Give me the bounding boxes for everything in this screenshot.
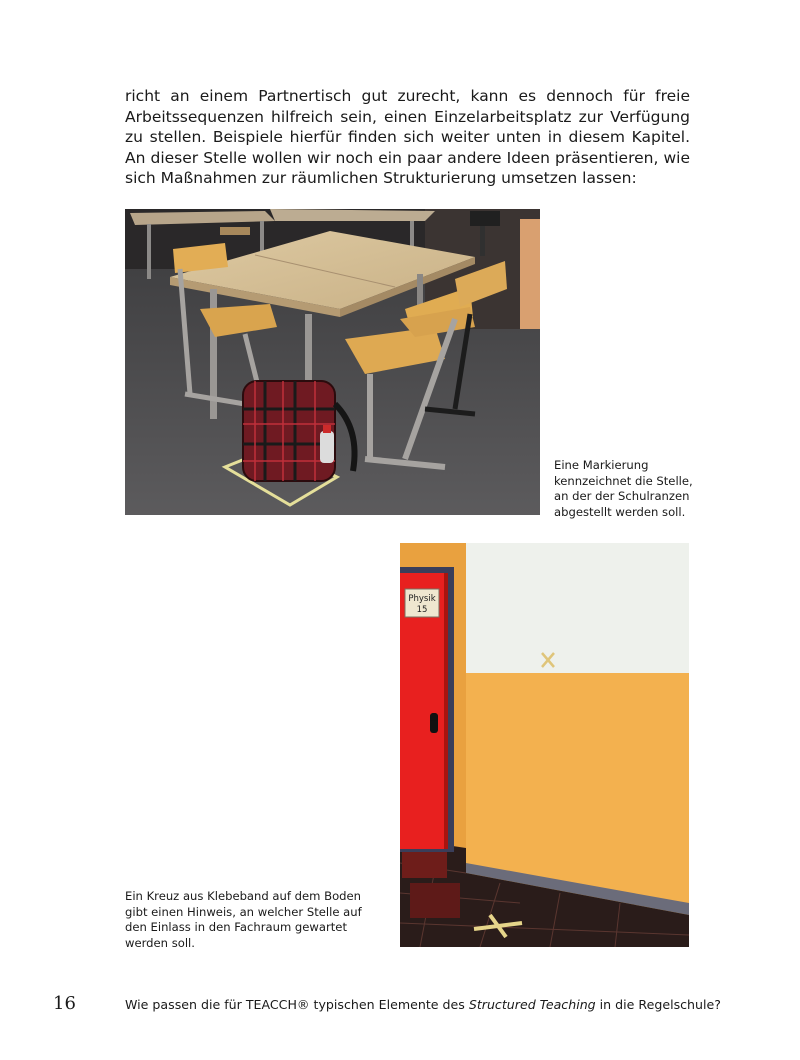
page-number: 16 xyxy=(53,993,76,1014)
footer-text-italic: Structured Teaching xyxy=(468,997,596,1012)
running-footer xyxy=(125,997,721,1012)
figure2-caption: Ein Kreuz aus Klebeband auf dem Boden gibt einen Hinweis, an welcher Stelle auf den Einlass in den Fachraum gewartet werden soll. xyxy=(125,889,362,950)
door-sign-number: 15 xyxy=(416,605,428,615)
body-paragraph: richt an einem Partnertisch gut zurecht, kann es dennoch für freie Arbeitssequenzen hilfreich sein, einen Einzelarbeitsplatz zur Verfügung zu stellen. Beispiele hierfür finden sich weiter unten in diesem Kapitel. An dieser Stelle wollen wir noch ein paar andere Ideen präsentieren, wie sich Maßnahmen zur räumlichen Strukturierung umsetzen lassen: xyxy=(125,87,690,187)
footer-text-before: Wie passen die für TEACCH® typischen Elemente des xyxy=(125,997,469,1012)
footer-text-after: in die Regelschule? xyxy=(595,997,721,1012)
figure1-caption: Eine Markierung kennzeichnet die Stelle, an der der Schulranzen abgestellt werden soll. xyxy=(554,458,693,519)
door-sign-label: Physik xyxy=(408,594,436,604)
classroom-door-photo xyxy=(400,543,689,947)
classroom-desk-photo xyxy=(125,209,540,515)
